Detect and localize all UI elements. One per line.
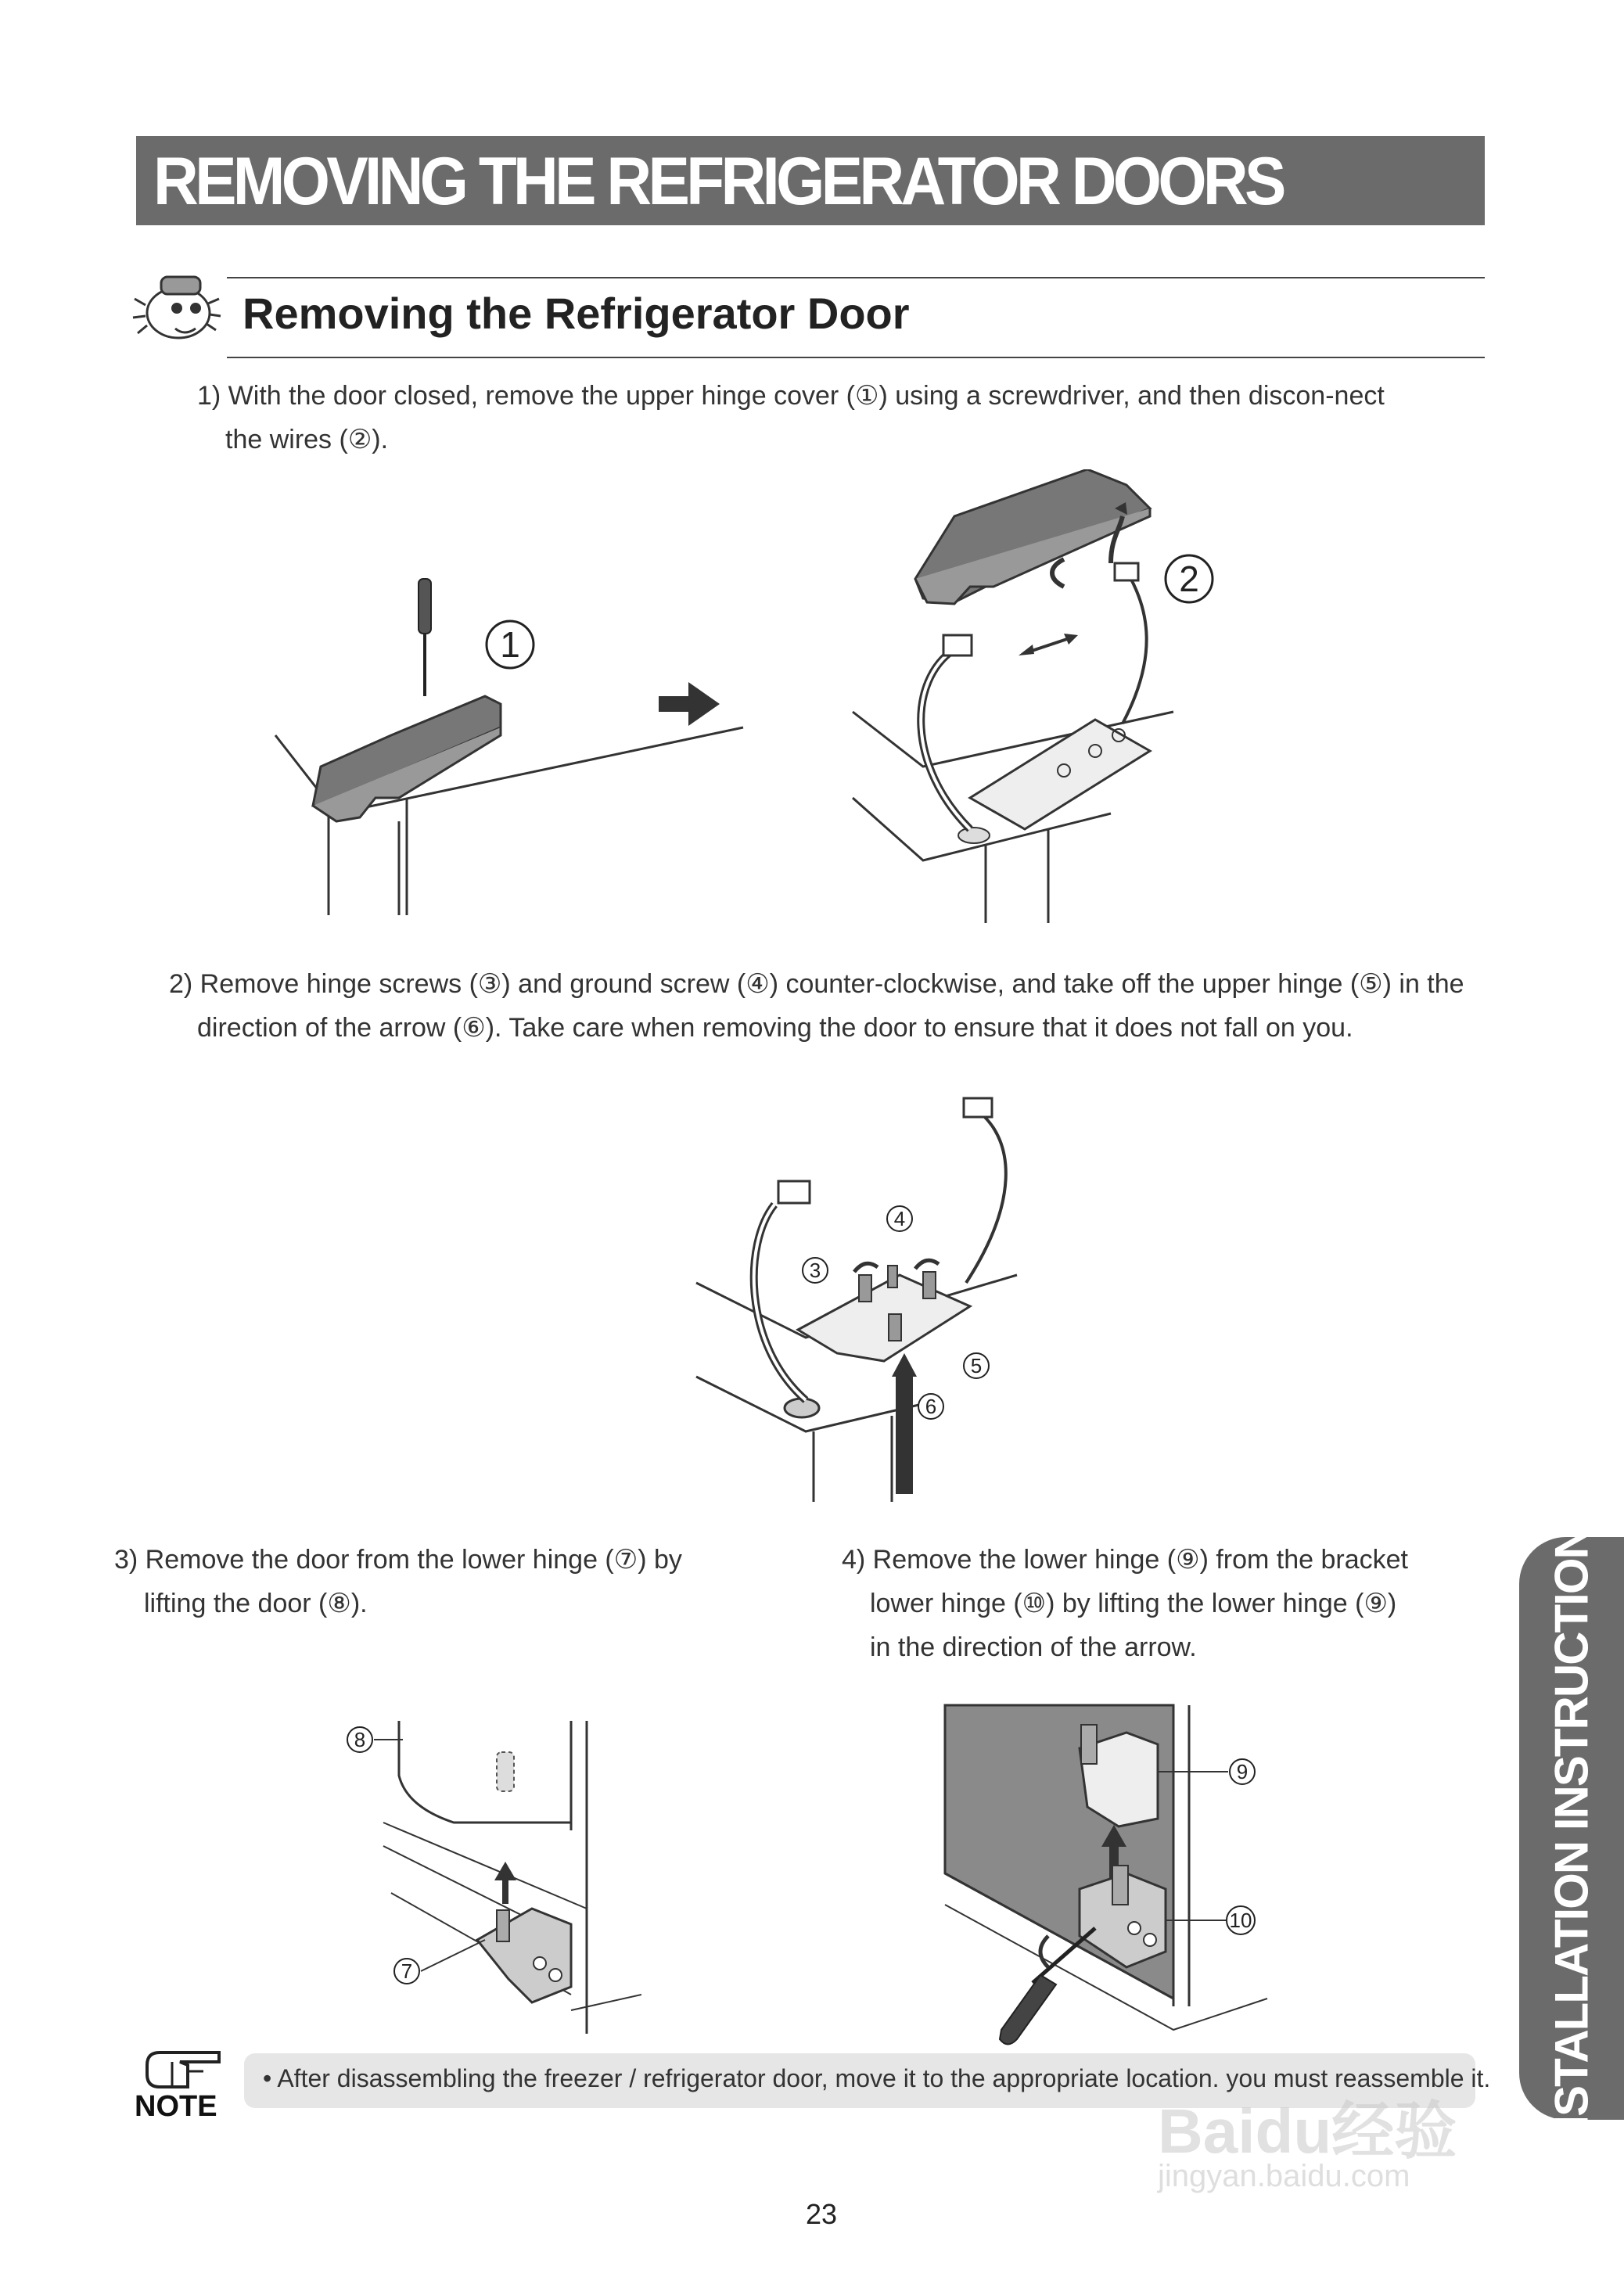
step4-line3: in the direction of the arrow. bbox=[870, 1632, 1197, 1662]
callout-2: 2 bbox=[1179, 558, 1199, 599]
step2-illustration bbox=[688, 1087, 1048, 1510]
step3-line1: 3) Remove the door from the lower hinge (⑦) by bbox=[114, 1545, 682, 1575]
step2-line1: 2) Remove hinge screws (③) and ground screw (④) counter-clockwise, and take off the upper hinge (⑤) in the bbox=[169, 969, 1464, 999]
callout-4: 4 bbox=[893, 1207, 906, 1230]
step1-line2: the wires (②). bbox=[225, 425, 389, 454]
page-number: 23 bbox=[805, 2198, 838, 2230]
arrow-right-icon bbox=[659, 682, 720, 726]
callout-5: 5 bbox=[970, 1354, 983, 1377]
wire-connector-left bbox=[943, 635, 972, 655]
header-banner bbox=[136, 136, 1485, 225]
up-arrow-icon bbox=[892, 1353, 917, 1377]
callout-10: 10 bbox=[1229, 1909, 1252, 1932]
callout-9: 9 bbox=[1236, 1760, 1249, 1783]
callout-8: 8 bbox=[354, 1728, 366, 1751]
step2-line2: direction of the arrow (⑥). Take care when removing the door to ensure that it does not fall on you. bbox=[197, 1013, 1353, 1043]
pointing-hand-icon bbox=[141, 2042, 227, 2093]
section-rule-top bbox=[227, 277, 1485, 278]
step1-illustration bbox=[266, 469, 1236, 931]
section-title: Removing the Refrigerator Door bbox=[243, 289, 910, 338]
step4-line2: lower hinge (⑩) by lifting the lower hinge (⑨) bbox=[870, 1589, 1397, 1618]
section-rule-bottom bbox=[227, 357, 1485, 358]
callout-7: 7 bbox=[401, 1959, 413, 1983]
upper-hinge-5 bbox=[785, 1275, 970, 1417]
callout-6: 6 bbox=[925, 1395, 937, 1418]
side-tab bbox=[1519, 1496, 1624, 2160]
callout-3: 3 bbox=[809, 1259, 821, 1282]
step3-line2: lifting the door (⑧). bbox=[144, 1589, 368, 1618]
step3-illustration bbox=[329, 1705, 641, 2034]
side-tab-label: INSTALLATION INSTRUCTIONS bbox=[1545, 1496, 1598, 2160]
banner-title: REMOVING THE REFRIGERATOR DOORS bbox=[153, 144, 1283, 219]
note-label: NOTE bbox=[135, 2090, 217, 2123]
watermark-url: jingyan.baidu.com bbox=[1158, 2159, 1410, 2193]
note-text: • After disassembling the freezer / refrigerator door, move it to the appropriate location. you must reassemble it. bbox=[263, 2064, 1491, 2092]
callout-1: 1 bbox=[500, 624, 520, 665]
wire-connector-right bbox=[1115, 563, 1138, 580]
lower-hinge-7 bbox=[477, 1909, 571, 2002]
screwdriver-icon bbox=[419, 579, 431, 696]
step4-line1: 4) Remove the lower hinge (⑨) from the bracket bbox=[842, 1545, 1408, 1575]
watermark-logo: Baidu经验 bbox=[1158, 2096, 1457, 2166]
step1-line1: 1) With the door closed, remove the upper hinge cover (①) using a screwdriver, and then discon-nect bbox=[197, 381, 1385, 411]
mascot-icon bbox=[130, 266, 224, 352]
step4-illustration bbox=[939, 1701, 1283, 2053]
